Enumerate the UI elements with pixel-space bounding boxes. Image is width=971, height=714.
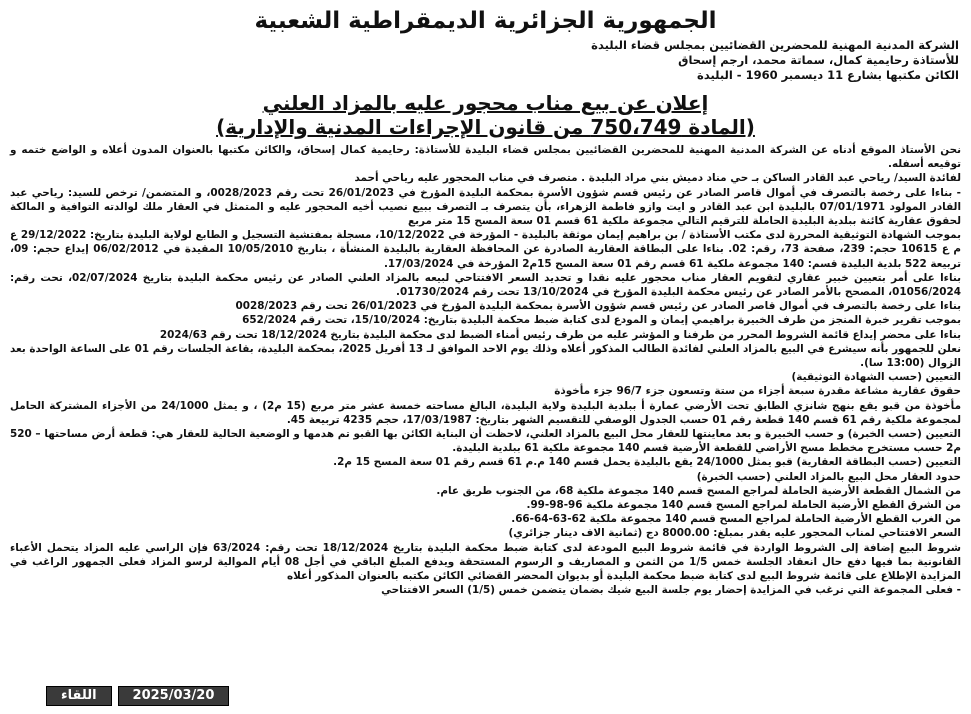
- body-paragraph: التعيين (حسب البطاقة العقارية) قبو يمثل 24/1000 يقع بالبليدة يحمل قسم 140 م.م 61 قسم رقم 01 سعة المسح 15 م2.: [333, 456, 961, 469]
- firm-line: الشركة المدنية المهنية للمحضرين القضائيين بمجلس قضاء البليدة: [591, 38, 959, 52]
- body-paragraph: نحن الأستاذ الموقع أدناه عن الشركة المدنية المهنية للمحضرين القضائيين بمجلس قضاء البليدة للأستاذة: رحايمية كمال إسحاق، والكائن مكتبها بالعنوان المدون أعلاه و الواضع ختمه و توقيعه أسفله.: [10, 144, 961, 171]
- body-paragraph: من الشمال القطعة الأرضية الحاملة لمراجع المسح قسم 140 مجموعة ملكية 68، من الجنوب طريق عام.: [436, 484, 961, 497]
- firm-line: الكائن مكتبها بشارع 11 ديسمبر 1960 - البليدة: [697, 68, 959, 82]
- body-paragraph: نعلن للجمهور بأنه سيشرع في البيع بالمزاد العلني لفائدة الطالب المذكور أعلاه وذلك يوم الاحد الموافق لـ 13 أفريل 2025، بمحكمة البليدة، بقاعة الجلسات رقم 01 على الساعة الواحدة بعد الزوال (13:00 سا).: [10, 342, 962, 370]
- republic-title: الجمهورية الجزائرية الديمقراطية الشعبية: [254, 8, 717, 34]
- footer-date: 2025/03/20: [118, 686, 230, 706]
- announcement-article: (المادة 750،749 من قانون الإجراءات المدنية والإدارية): [216, 115, 755, 139]
- body-paragraph: بناءا على رخصة بالتصرف في أموال قاصر الصادر عن رئيس قسم شؤون الأسرة بمحكمة البليدة المؤرخ في 26/01/2023 تحت رقم 0028/2023: [235, 300, 961, 313]
- announcement-page: [8, 6, 963, 708]
- announcement-body: [8, 143, 963, 598]
- body-paragraph: شروط البيع إضافة إلى الشروط الواردة في قائمة شروط البيع المودعة لدى كتابة ضبط محكمة البليدة بتاريخ 18/12/2024 تحت رقم: 63/2024 فإن الراسي عليه المزاد يتحمل الأعباء القانونية بما فيها دفع حال انعقاد الجلسة خمس 1/5 من الثمن و المصاريف و الرسوم المستحقة ويدفع المبلغ الباقي في أجل 08 أيام الموالية لرسو المزاد فعلى الجمهور الراغب في المزايدة الإطلاع على قائمة شروط البيع لدى كتابة ضبط محكمة البليدة أو بديوان المحضر القضائي الكائن مكتبه بالعنوان المذكور أعلاه: [10, 541, 962, 583]
- body-paragraph: بناءا على أمر بتعيين خبير عقاري لتقويم العقار مناب محجور عليه نقدا و تحديد السعر الافتتاحي لبيعه بالمزاد العلني الصادر عن رئيس محكمة البليدة بتاريخ 02/07/2024، تحت رقم: 01056/2024، المصحح بالأمر الصادر عن رئيس محكمة البليدة المؤرخ في 13/10/2024 تحت رقم 01730/2024.: [10, 271, 961, 299]
- body-paragraph: لفائدة السيد/ رياحي عبد القادر الساكن بـ حي مناد دميش بني مراد البليدة . متصرف في مناب المحجور عليه رياحي أحمد: [354, 172, 961, 185]
- body-paragraph: - فعلى المجموعة التي ترغب في المزايدة إحضار يوم جلسة البيع شيك بضمان يتضمن خمس (1/5) السعر الافتتاحي: [381, 584, 961, 597]
- body-paragraph: السعر الافتتاحي لمناب المحجور عليه يقدر بمبلغ: 8000.00 دج (ثمانية الاف دينار جزائري): [508, 527, 961, 540]
- body-paragraph: بموجب الشهادة التوثيقية المحررة لدى مكتب الأستاذة / بن براهيم إيمان موثقة بالبليدة - المؤرخة في 10/12/2022، مسجلة بمفتشية التسجيل و الطابع لولاية البليدة بتاريخ: 29/12/2022 ع م ع 10615 حجم: 239، صفحة 73، رقم: 02. بناءا على البطاقة العقارية الصادرة عن المحافظة العقارية بالبليدة المنشأة ، بتاريخ 10/05/2010 المقيدة في 06/02/2012 إيداع حجم: 09، تربيعة 522 بلدية البليدة قسم: 140 مجموعة ملكية 61 قسم رقم 01 سعة المسح 15م2 المؤرخة في 17/03/2024.: [10, 229, 962, 270]
- announcement-title: إعلان عن بيع مناب محجور عليه بالمزاد العلني: [262, 91, 709, 115]
- body-paragraph: التعيين (حسب الخبرة) و حسب الخبيرة و بعد معاينتها للعقار محل البيع بالمزاد العلني، لاحظت أن البناية الكائن بها القبو تم هدمها و الوضعية الحالية للعقار هي: قطعة أرض مساحتها – 520 م2 حسب مستخرج مخطط مسح الأراضي للقطعة الأرضية قسم 140 مجموعة ملكية 61 ببلدية البليدة.: [10, 428, 961, 455]
- body-paragraph: حدود العقار محل البيع بالمزاد العلني (حسب الخبرة): [696, 470, 961, 483]
- footer-label: اللقاء: [46, 686, 112, 706]
- firm-info: [8, 38, 963, 83]
- body-paragraph: مأخوذة من قبو يقع بنهج شانزي الطابق تحت الأرضي عمارة أ ببلدية البليدة ولاية البليدة، البالغ مساحته خمسة عشر متر مربع (15 م2) ، و يمثل 24/1000 من الأجزاء المشتركة الحامل لمجموعة ملكية رقم 61 قسم 140 قطعة رقم 01 حسب الجدول الوصفي للتقسيم الشهر بتاريخ: 17/03/1987، حجم 4235 تربيعة 45.: [10, 399, 962, 426]
- body-paragraph: - بناءا على رخصة بالتصرف في أموال قاصر الصادر عن رئيس قسم شؤون الأسرة بمحكمة البليدة المؤرخ في 26/01/2023 تحت رقم 0028/2023، و المتضمن/ ترخص للسيد: رياحي عبد القادر المولود 07/01/1971 بالبليدة ابن عبد القادر و ايت وازو فاطمة الزهراء، بأن يتصرف بـ التصرف ببيع نصيب أخيه المحجور عليه و المتمثل في العقار ملك لوالدته التوافية و المالكة لحقوق عقارية كائنة ببلدية البليدة الحاملة للترقيم التالي مجموعة ملكية 61 قسم 01 سعة المسح 15 متر مربع: [10, 186, 962, 228]
- firm-line: للأستاذة رحايمية كمال، سماتة محمد، ارجم إسحاق: [678, 53, 959, 67]
- body-paragraph: بموجب تقرير خبرة المنجز من طرف الخبيرة براهيمي إيمان و المودع لدى كتابة ضبط محكمة البليدة بتاريخ: 15/10/2024، تحت رقم 652/2024: [242, 314, 961, 327]
- body-paragraph: من الغرب القطع الأرضية الحاملة لمراجع المسح قسم 140 مجموعة ملكية 62-63-64-66.: [511, 513, 961, 526]
- footer: [46, 686, 229, 706]
- body-paragraph: بناءا على محضر إيداع قائمة الشروط المحرر من طرفنا و المؤشر عليه من طرف رئيس أمناء الضبط لدى محكمة البليدة بتاريخ 18/12/2024 تحت رقم 2024/63: [159, 328, 961, 341]
- body-paragraph: التعيين (حسب الشهادة التوثيقية): [791, 371, 961, 384]
- body-paragraph: من الشرق القطع الأرضية الحاملة لمراجع المسح قسم 140 مجموعة ملكية 96-98-99.: [526, 499, 961, 512]
- body-paragraph: حقوق عقارية مشاعة مقدرة سبعة أجزاء من ستة وتسعون جزء 96/7 جزء مأخوذة: [554, 385, 961, 398]
